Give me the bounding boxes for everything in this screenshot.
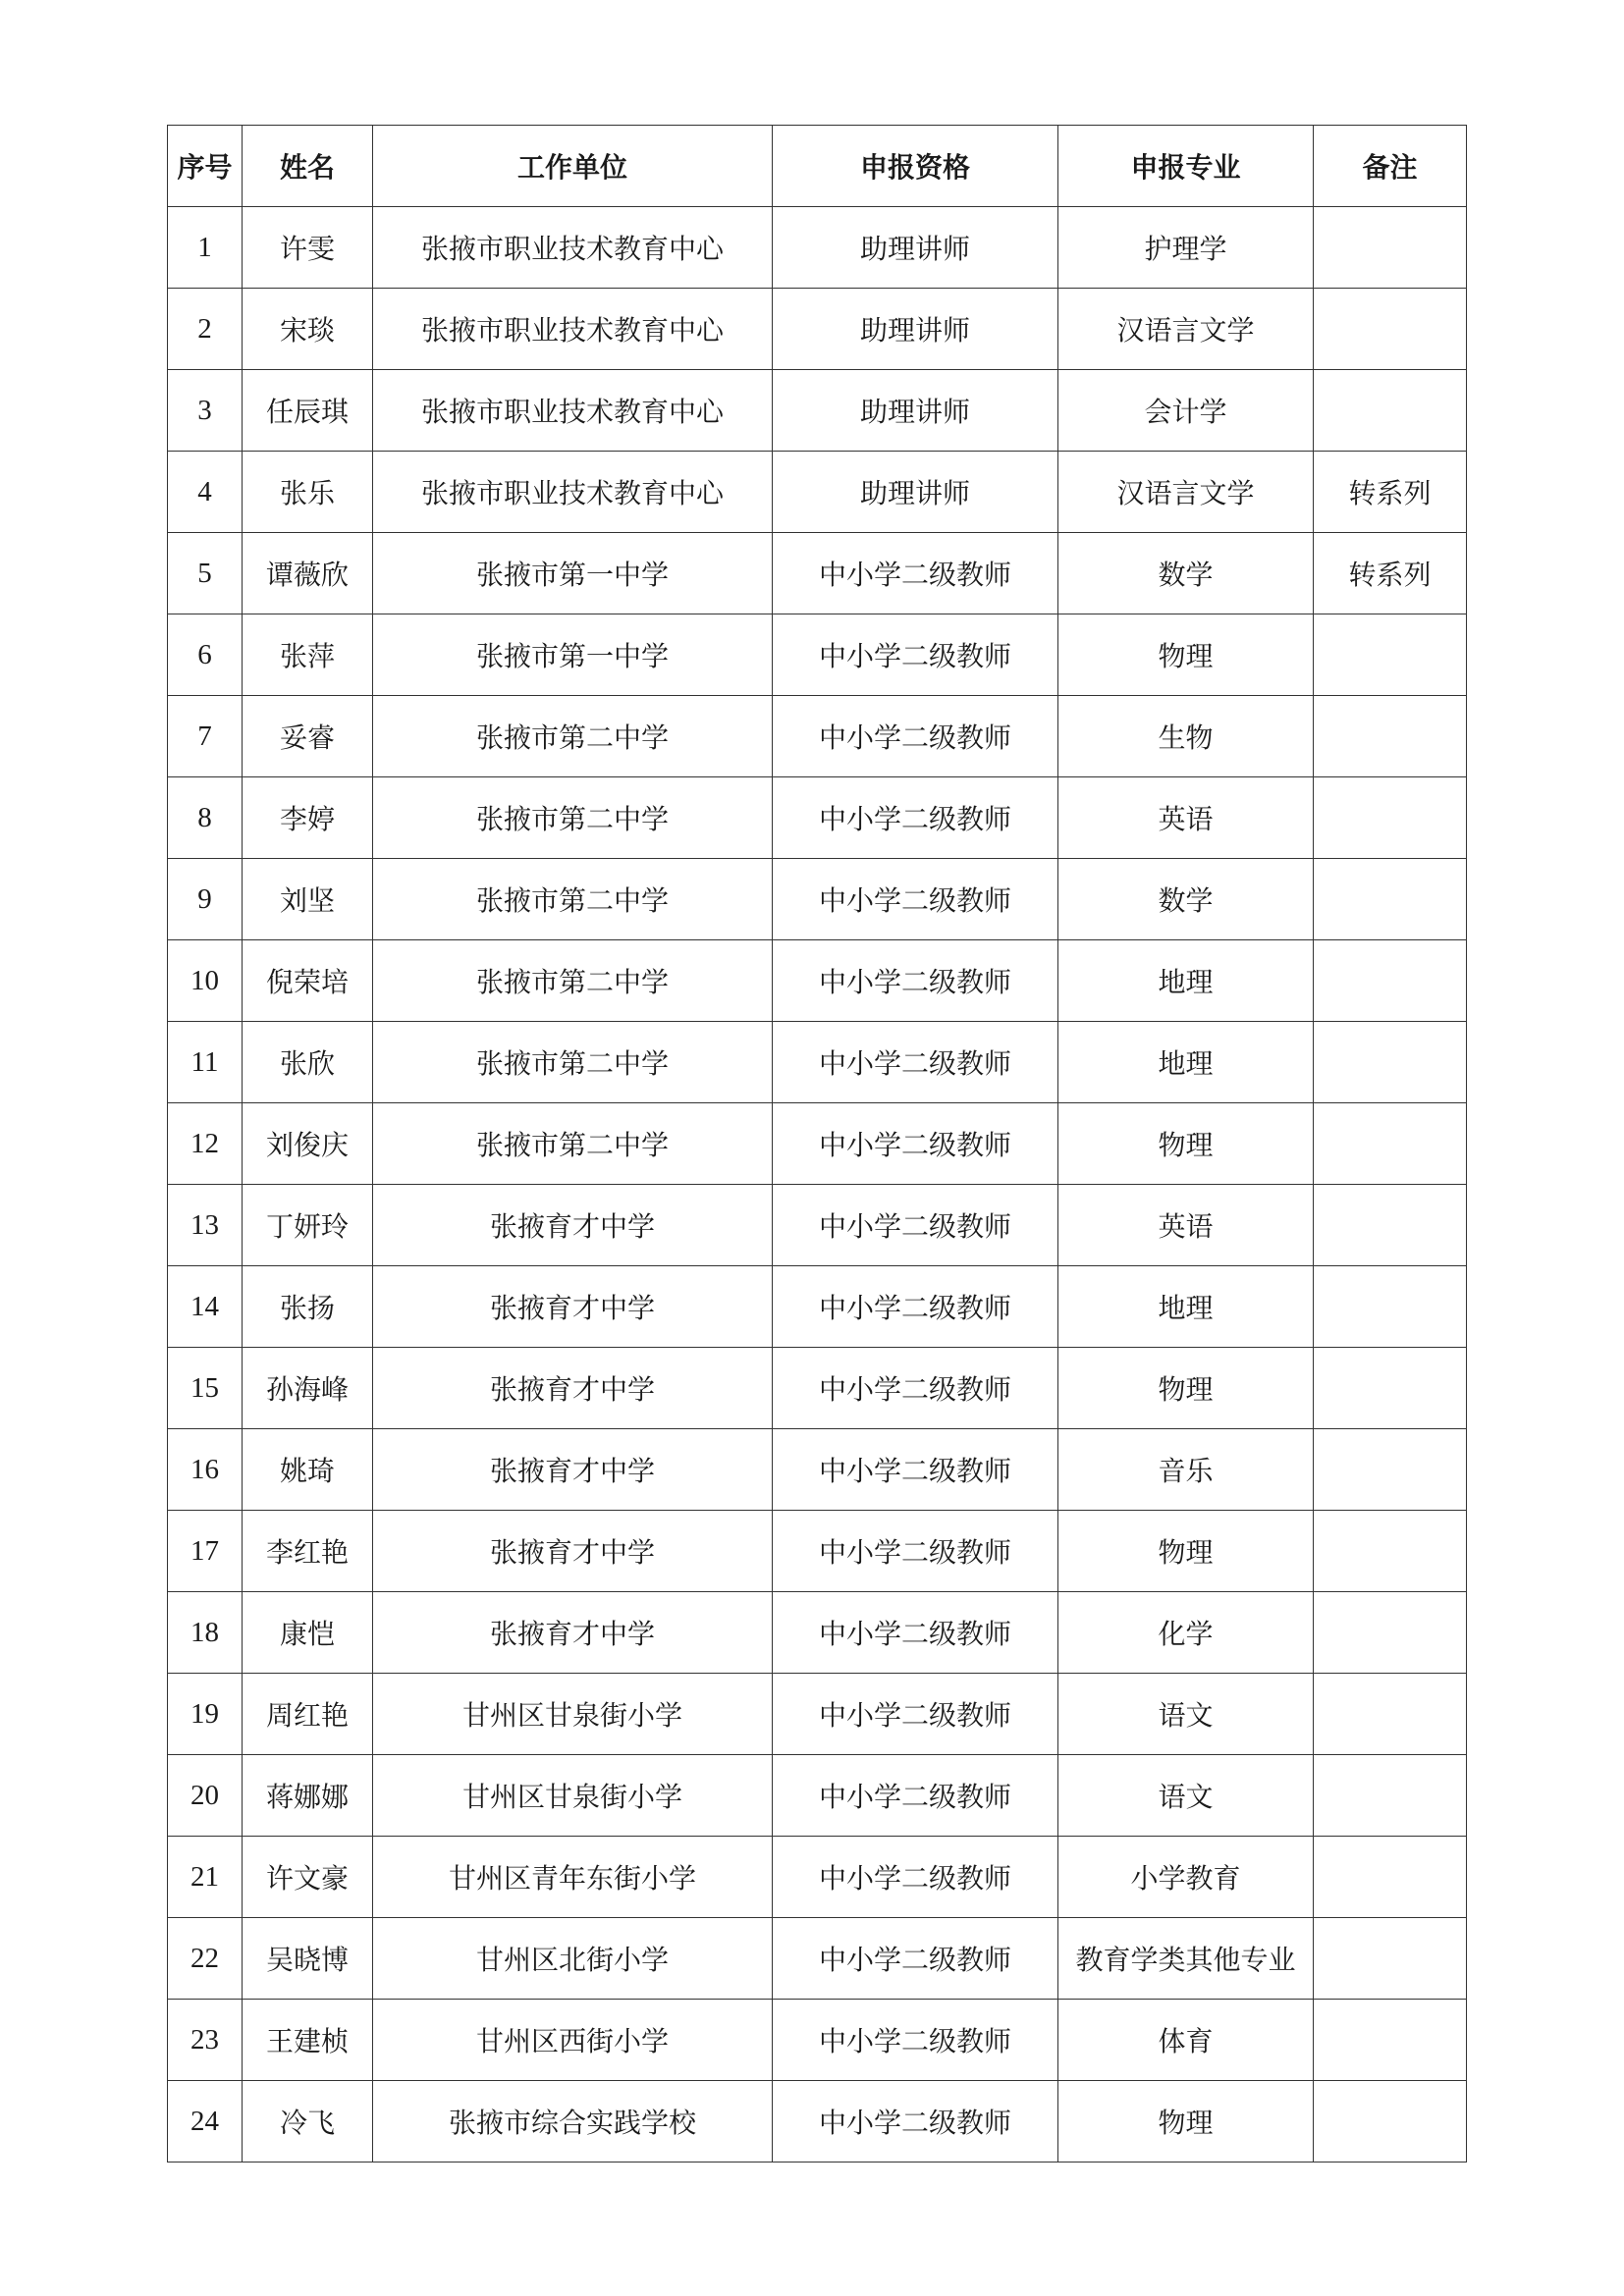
cell-major: 汉语言文学 bbox=[1058, 289, 1314, 370]
cell-note bbox=[1314, 614, 1467, 696]
cell-work-unit: 张掖市第二中学 bbox=[373, 859, 773, 940]
cell-serial-number: 12 bbox=[168, 1103, 243, 1185]
cell-note bbox=[1314, 1103, 1467, 1185]
table-row bbox=[168, 859, 1467, 940]
cell-major: 物理 bbox=[1058, 2081, 1314, 2163]
table-row bbox=[168, 1185, 1467, 1266]
header-note: 备注 bbox=[1314, 126, 1467, 207]
cell-serial-number: 13 bbox=[168, 1185, 243, 1266]
cell-major: 化学 bbox=[1058, 1592, 1314, 1674]
cell-qualification: 中小学二级教师 bbox=[773, 1837, 1058, 1918]
cell-qualification: 中小学二级教师 bbox=[773, 2000, 1058, 2081]
cell-name: 张萍 bbox=[243, 614, 373, 696]
table-header bbox=[168, 126, 1467, 207]
cell-work-unit: 张掖市职业技术教育中心 bbox=[373, 289, 773, 370]
cell-serial-number: 18 bbox=[168, 1592, 243, 1674]
cell-serial-number: 3 bbox=[168, 370, 243, 452]
cell-work-unit: 张掖市第二中学 bbox=[373, 777, 773, 859]
cell-qualification: 助理讲师 bbox=[773, 289, 1058, 370]
cell-name: 李红艳 bbox=[243, 1511, 373, 1592]
cell-qualification: 中小学二级教师 bbox=[773, 1429, 1058, 1511]
cell-name: 王建桢 bbox=[243, 2000, 373, 2081]
cell-name: 许雯 bbox=[243, 207, 373, 289]
table-row bbox=[168, 452, 1467, 533]
cell-note bbox=[1314, 1266, 1467, 1348]
header-qualification: 申报资格 bbox=[773, 126, 1058, 207]
cell-serial-number: 8 bbox=[168, 777, 243, 859]
cell-serial-number: 21 bbox=[168, 1837, 243, 1918]
cell-serial-number: 14 bbox=[168, 1266, 243, 1348]
header-name: 姓名 bbox=[243, 126, 373, 207]
table-row bbox=[168, 370, 1467, 452]
cell-name: 姚琦 bbox=[243, 1429, 373, 1511]
table-row bbox=[168, 1674, 1467, 1755]
cell-work-unit: 甘州区西街小学 bbox=[373, 2000, 773, 2081]
cell-serial-number: 22 bbox=[168, 1918, 243, 2000]
table-row bbox=[168, 696, 1467, 777]
cell-serial-number: 20 bbox=[168, 1755, 243, 1837]
cell-major: 语文 bbox=[1058, 1755, 1314, 1837]
cell-note: 转系列 bbox=[1314, 452, 1467, 533]
cell-qualification: 中小学二级教师 bbox=[773, 1592, 1058, 1674]
cell-note bbox=[1314, 1755, 1467, 1837]
cell-name: 倪荣培 bbox=[243, 940, 373, 1022]
cell-qualification: 中小学二级教师 bbox=[773, 777, 1058, 859]
cell-serial-number: 10 bbox=[168, 940, 243, 1022]
cell-name: 任辰琪 bbox=[243, 370, 373, 452]
cell-serial-number: 15 bbox=[168, 1348, 243, 1429]
cell-qualification: 中小学二级教师 bbox=[773, 1674, 1058, 1755]
table-row bbox=[168, 1266, 1467, 1348]
cell-work-unit: 张掖市第二中学 bbox=[373, 1022, 773, 1103]
table-row bbox=[168, 940, 1467, 1022]
cell-note bbox=[1314, 289, 1467, 370]
table-row bbox=[168, 533, 1467, 614]
cell-qualification: 助理讲师 bbox=[773, 370, 1058, 452]
cell-note bbox=[1314, 696, 1467, 777]
cell-major: 数学 bbox=[1058, 859, 1314, 940]
cell-major: 英语 bbox=[1058, 1185, 1314, 1266]
cell-name: 蒋娜娜 bbox=[243, 1755, 373, 1837]
cell-work-unit: 甘州区甘泉街小学 bbox=[373, 1755, 773, 1837]
cell-work-unit: 张掖市职业技术教育中心 bbox=[373, 452, 773, 533]
cell-qualification: 中小学二级教师 bbox=[773, 1511, 1058, 1592]
cell-name: 冷飞 bbox=[243, 2081, 373, 2163]
cell-work-unit: 张掖市第二中学 bbox=[373, 696, 773, 777]
cell-major: 生物 bbox=[1058, 696, 1314, 777]
cell-qualification: 中小学二级教师 bbox=[773, 2081, 1058, 2163]
cell-work-unit: 张掖市职业技术教育中心 bbox=[373, 370, 773, 452]
table-row bbox=[168, 207, 1467, 289]
cell-serial-number: 1 bbox=[168, 207, 243, 289]
cell-note bbox=[1314, 1185, 1467, 1266]
cell-work-unit: 张掖育才中学 bbox=[373, 1429, 773, 1511]
cell-note bbox=[1314, 777, 1467, 859]
table-row bbox=[168, 1755, 1467, 1837]
table-row bbox=[168, 1348, 1467, 1429]
cell-work-unit: 张掖市第二中学 bbox=[373, 1103, 773, 1185]
cell-qualification: 中小学二级教师 bbox=[773, 1185, 1058, 1266]
cell-name: 丁妍玲 bbox=[243, 1185, 373, 1266]
cell-note bbox=[1314, 207, 1467, 289]
cell-major: 地理 bbox=[1058, 1022, 1314, 1103]
cell-major: 物理 bbox=[1058, 1511, 1314, 1592]
cell-serial-number: 6 bbox=[168, 614, 243, 696]
cell-major: 语文 bbox=[1058, 1674, 1314, 1755]
cell-name: 吴晓博 bbox=[243, 1918, 373, 2000]
cell-major: 教育学类其他专业 bbox=[1058, 1918, 1314, 2000]
cell-qualification: 中小学二级教师 bbox=[773, 1103, 1058, 1185]
cell-serial-number: 7 bbox=[168, 696, 243, 777]
cell-note bbox=[1314, 940, 1467, 1022]
table-row bbox=[168, 1837, 1467, 1918]
cell-note bbox=[1314, 2081, 1467, 2163]
cell-note bbox=[1314, 1511, 1467, 1592]
cell-name: 康恺 bbox=[243, 1592, 373, 1674]
cell-work-unit: 张掖市职业技术教育中心 bbox=[373, 207, 773, 289]
cell-major: 汉语言文学 bbox=[1058, 452, 1314, 533]
cell-qualification: 中小学二级教师 bbox=[773, 1755, 1058, 1837]
cell-serial-number: 16 bbox=[168, 1429, 243, 1511]
cell-name: 宋琰 bbox=[243, 289, 373, 370]
cell-qualification: 中小学二级教师 bbox=[773, 533, 1058, 614]
table-row bbox=[168, 2000, 1467, 2081]
cell-qualification: 助理讲师 bbox=[773, 452, 1058, 533]
cell-major: 物理 bbox=[1058, 614, 1314, 696]
cell-work-unit: 甘州区青年东街小学 bbox=[373, 1837, 773, 1918]
cell-work-unit: 甘州区北街小学 bbox=[373, 1918, 773, 2000]
cell-major: 小学教育 bbox=[1058, 1837, 1314, 1918]
cell-serial-number: 19 bbox=[168, 1674, 243, 1755]
table-row bbox=[168, 1103, 1467, 1185]
cell-major: 物理 bbox=[1058, 1103, 1314, 1185]
cell-name: 张欣 bbox=[243, 1022, 373, 1103]
cell-note bbox=[1314, 859, 1467, 940]
cell-major: 地理 bbox=[1058, 940, 1314, 1022]
cell-name: 周红艳 bbox=[243, 1674, 373, 1755]
cell-note bbox=[1314, 1348, 1467, 1429]
applicant-table bbox=[167, 125, 1467, 2163]
cell-note: 转系列 bbox=[1314, 533, 1467, 614]
cell-note bbox=[1314, 2000, 1467, 2081]
cell-qualification: 中小学二级教师 bbox=[773, 1348, 1058, 1429]
cell-name: 刘俊庆 bbox=[243, 1103, 373, 1185]
cell-name: 刘坚 bbox=[243, 859, 373, 940]
table-row bbox=[168, 777, 1467, 859]
cell-qualification: 助理讲师 bbox=[773, 207, 1058, 289]
table-row bbox=[168, 1918, 1467, 2000]
cell-work-unit: 张掖育才中学 bbox=[373, 1348, 773, 1429]
cell-work-unit: 张掖市第一中学 bbox=[373, 614, 773, 696]
header-major: 申报专业 bbox=[1058, 126, 1314, 207]
cell-note bbox=[1314, 1022, 1467, 1103]
cell-serial-number: 5 bbox=[168, 533, 243, 614]
cell-name: 妥睿 bbox=[243, 696, 373, 777]
cell-name: 孙海峰 bbox=[243, 1348, 373, 1429]
cell-serial-number: 4 bbox=[168, 452, 243, 533]
cell-note bbox=[1314, 1837, 1467, 1918]
cell-qualification: 中小学二级教师 bbox=[773, 696, 1058, 777]
cell-qualification: 中小学二级教师 bbox=[773, 1022, 1058, 1103]
cell-work-unit: 张掖育才中学 bbox=[373, 1511, 773, 1592]
cell-major: 音乐 bbox=[1058, 1429, 1314, 1511]
cell-major: 地理 bbox=[1058, 1266, 1314, 1348]
cell-qualification: 中小学二级教师 bbox=[773, 1918, 1058, 2000]
cell-major: 会计学 bbox=[1058, 370, 1314, 452]
cell-major: 体育 bbox=[1058, 2000, 1314, 2081]
cell-major: 物理 bbox=[1058, 1348, 1314, 1429]
cell-serial-number: 11 bbox=[168, 1022, 243, 1103]
cell-serial-number: 24 bbox=[168, 2081, 243, 2163]
cell-qualification: 中小学二级教师 bbox=[773, 859, 1058, 940]
cell-work-unit: 张掖市综合实践学校 bbox=[373, 2081, 773, 2163]
header-work-unit: 工作单位 bbox=[373, 126, 773, 207]
cell-qualification: 中小学二级教师 bbox=[773, 614, 1058, 696]
cell-serial-number: 23 bbox=[168, 2000, 243, 2081]
header-serial-number: 序号 bbox=[168, 126, 243, 207]
cell-name: 张扬 bbox=[243, 1266, 373, 1348]
table-row bbox=[168, 1022, 1467, 1103]
cell-serial-number: 2 bbox=[168, 289, 243, 370]
table-row bbox=[168, 2081, 1467, 2163]
cell-note bbox=[1314, 1674, 1467, 1755]
cell-note bbox=[1314, 1429, 1467, 1511]
cell-work-unit: 张掖育才中学 bbox=[373, 1266, 773, 1348]
cell-major: 护理学 bbox=[1058, 207, 1314, 289]
cell-work-unit: 张掖市第二中学 bbox=[373, 940, 773, 1022]
cell-name: 张乐 bbox=[243, 452, 373, 533]
cell-note bbox=[1314, 370, 1467, 452]
cell-major: 数学 bbox=[1058, 533, 1314, 614]
cell-qualification: 中小学二级教师 bbox=[773, 1266, 1058, 1348]
cell-name: 谭薇欣 bbox=[243, 533, 373, 614]
cell-note bbox=[1314, 1592, 1467, 1674]
cell-serial-number: 9 bbox=[168, 859, 243, 940]
cell-name: 许文豪 bbox=[243, 1837, 373, 1918]
cell-note bbox=[1314, 1918, 1467, 2000]
table-row bbox=[168, 289, 1467, 370]
cell-qualification: 中小学二级教师 bbox=[773, 940, 1058, 1022]
cell-major: 英语 bbox=[1058, 777, 1314, 859]
header-row bbox=[168, 126, 1467, 207]
cell-work-unit: 张掖育才中学 bbox=[373, 1185, 773, 1266]
table-body bbox=[168, 207, 1467, 2163]
cell-work-unit: 甘州区甘泉街小学 bbox=[373, 1674, 773, 1755]
cell-work-unit: 张掖市第一中学 bbox=[373, 533, 773, 614]
cell-name: 李婷 bbox=[243, 777, 373, 859]
table-row bbox=[168, 614, 1467, 696]
table-row bbox=[168, 1429, 1467, 1511]
table-row bbox=[168, 1592, 1467, 1674]
cell-work-unit: 张掖育才中学 bbox=[373, 1592, 773, 1674]
cell-serial-number: 17 bbox=[168, 1511, 243, 1592]
table-row bbox=[168, 1511, 1467, 1592]
